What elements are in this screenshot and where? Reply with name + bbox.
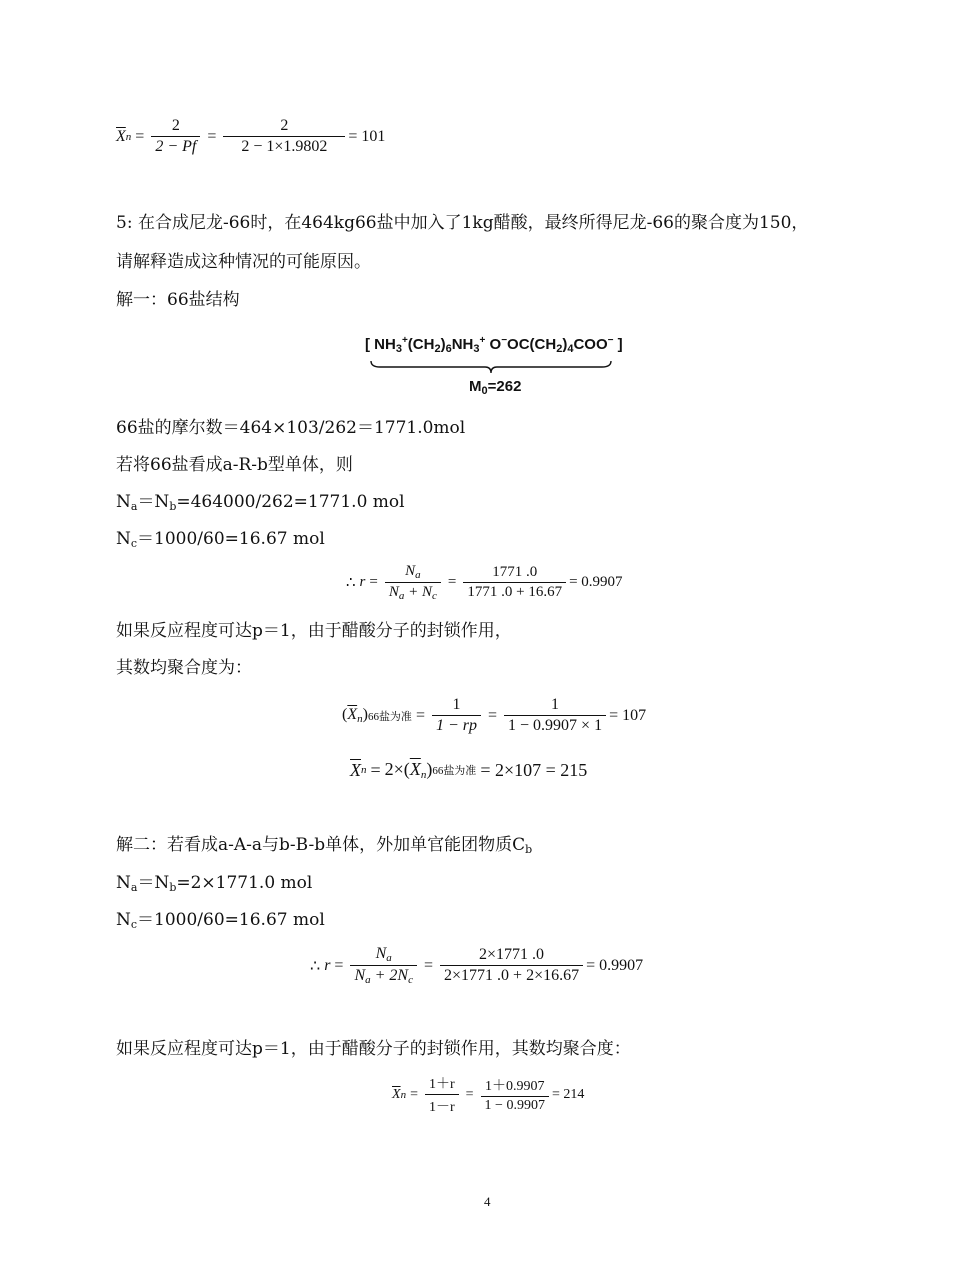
- xn-equation-4: $\overline{X}$ n = $\frac{1+r}{1-r}$ = $\frac{1+0.9907}{1 - 0.9907}$ = 214: [392, 1073, 584, 1116]
- xn-label: 66盐为准: [432, 765, 477, 777]
- r-equation-2: ∴ r = $\frac{N_a}{N_a + 2N_c}$ = $\frac{2\times 1771 .0}{2\times 1771 .0 + 2\times 16.67}$ = 0.9907: [310, 945, 644, 986]
- nc-line: $N_c=1000/60=16.67$ mol: [116, 529, 325, 550]
- fraction: [151, 117, 200, 156]
- denominator: 1771 .0 + 16.67: [463, 582, 566, 601]
- na-nb-value: =2×1771.0 mol: [176, 873, 313, 893]
- xn-equation-2: $(\overline{X}_n)$ 66盐为准 = $\frac{1}{1 - rp}$ = $\frac{1}{1 - 0.9907 \times 1}$ = 107: [342, 696, 647, 734]
- numerator: 1＋r: [428, 1077, 455, 1092]
- nc-value: ＝1000/60=16.67 mol: [137, 529, 325, 549]
- r-equation-1: ∴ r = $\frac{N_a}{N_a + N_c}$ = $\frac{1771 .0}{1771 .0 + 16.67}$ = 0.9907: [346, 563, 623, 602]
- denominator: 1－r: [425, 1094, 459, 1116]
- fraction: [481, 1075, 549, 1114]
- na-nb-line: $N_a=N_b=464000/262=1771.0$ mol: [116, 492, 405, 513]
- numerator: 2: [171, 117, 180, 134]
- solution-1-heading: 解一：66盐结构: [116, 290, 240, 310]
- denominator: 2 − 1×1.9802: [223, 136, 345, 156]
- numerator: 1＋0.9907: [485, 1079, 545, 1094]
- result: = 214: [551, 1086, 585, 1102]
- salt-structure: [ $NH_3^+(CH_2)_6NH_3^+$ $O^-OC(CH_2)_4COO^-$ ]: [365, 335, 623, 355]
- fraction: [504, 696, 606, 735]
- denominator: 1 − 0.9907: [481, 1096, 549, 1114]
- fraction: [463, 564, 566, 601]
- numerator: 1: [452, 696, 461, 713]
- heading-sub: b: [525, 843, 533, 856]
- na-nb-value: =464000/262=1771.0 mol: [176, 492, 405, 512]
- fraction: [425, 1073, 459, 1116]
- page-number: 4: [484, 1194, 491, 1209]
- m0-label: $M_0=262$: [469, 378, 522, 397]
- assume-line: 若将66盐看成a-R-b型单体，则: [116, 455, 353, 475]
- xn-equation-3: $\overline{X}$ n = $2\times(\overline{X}_n)$ 66盐为准 = 2×107 = 215: [350, 759, 588, 781]
- if-p-line: 如果反应程度可达p＝1，由于醋酸分子的封锁作用，: [116, 621, 512, 641]
- xn-label: 66盐为准: [367, 710, 412, 723]
- denominator: 2×1771 .0 + 2×16.67: [440, 965, 583, 985]
- dp-intro-line: 其数均聚合度为：: [116, 658, 252, 678]
- numerator: 2×1771 .0: [479, 946, 545, 963]
- numerator: 2: [280, 117, 289, 134]
- fraction: $\frac{N_a}{N_a + 2N_c}$: [350, 945, 417, 986]
- heading-text: 解二：若看成a-A-a与b-B-b单体，外加单官能团物质C: [116, 835, 526, 855]
- fraction: $\frac{N_a}{N_a + N_c}$: [385, 563, 441, 602]
- numerator: 1: [551, 696, 560, 713]
- fraction: [440, 946, 583, 985]
- denominator: 1 − rp: [432, 715, 481, 735]
- fraction: [432, 696, 481, 735]
- moles-line: 66盐的摩尔数＝464×103/262＝1771.0mol: [116, 418, 466, 438]
- solution-2-heading: [116, 835, 532, 860]
- denominator: 2 − Pf: [151, 136, 200, 156]
- result: = 2×107 = 215: [480, 759, 588, 780]
- if-p-line-2: 如果反应程度可达p＝1，由于醋酸分子的封锁作用，其数均聚合度：: [116, 1039, 631, 1059]
- na-nb-line-2: $N_a=N_b=2\times 1771.0$ mol: [116, 873, 313, 894]
- fraction: [223, 117, 345, 156]
- xn-symbol: $\overline{X}$: [116, 127, 126, 145]
- denominator: 1 − 0.9907 × 1: [504, 715, 606, 735]
- equals-n: ＝N: [137, 492, 170, 512]
- result: = 107: [609, 706, 647, 724]
- nc-value: ＝1000/60=16.67 mol: [137, 910, 325, 930]
- xn-equation-1: $\overline{X}$ n = $\frac{2}{2 - Pf}$ = $\frac{2}{2 - 1\times 1.9802}$ = 101: [116, 117, 386, 155]
- result: = 0.9907: [569, 574, 623, 590]
- question-5-line2: 请解释造成这种情况的可能原因。: [116, 252, 371, 272]
- numerator: 1771 .0: [492, 564, 538, 580]
- result: = 101: [348, 127, 386, 145]
- question-5-line1: 5: 在合成尼龙-66时，在464kg66盐中加入了1kg醋酸，最终所得尼龙-66的聚合度为150，: [116, 213, 809, 233]
- underbrace: [370, 360, 612, 374]
- xn-subscript: n: [125, 130, 132, 143]
- nc-line-2: $N_c=1000/60=16.67$ mol: [116, 910, 325, 931]
- result: = 0.9907: [586, 956, 644, 974]
